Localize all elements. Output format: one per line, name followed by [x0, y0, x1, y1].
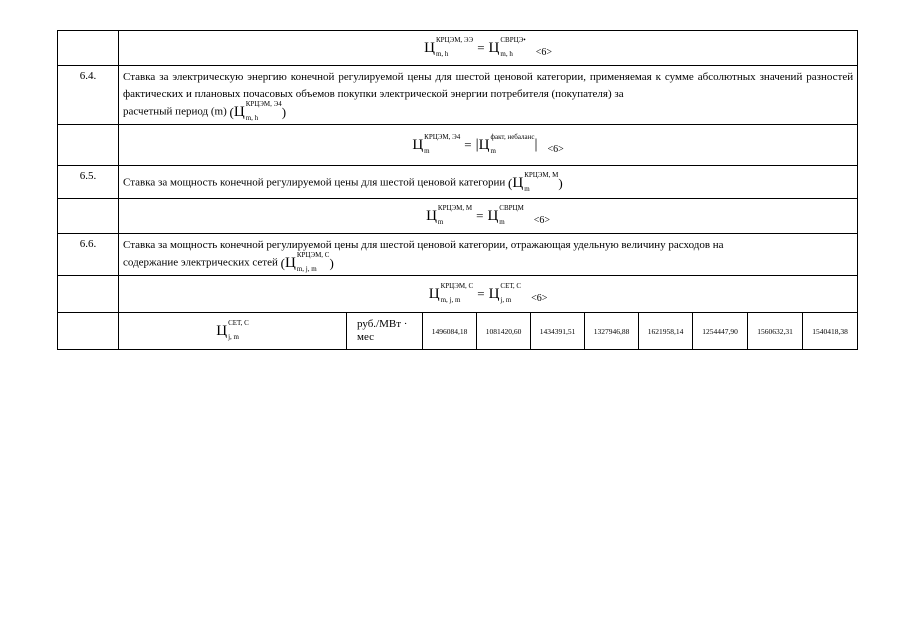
footnote-ref: <6> [533, 214, 551, 226]
formula-row [58, 31, 858, 66]
formula-lhs-sup: КРЦЭМ, Э4 [424, 133, 461, 141]
formula-rhs-sup: СВРЦМ [499, 204, 524, 212]
item-description-text: Ставка за электрическую энергию конечной регулируемой цены для шестой ценовой категории, применяемая к сумме абсолютных значений разностей фактических и плановых почасовых объемов покупки электрической энергии потребителя (покупателя) за [123, 71, 854, 100]
item-description: Ставка за мощность конечной регулируемой цены для шестой ценовой категории (Ц КРЦЭМ, М m ) [119, 166, 858, 199]
formula-lhs-sup: КРЦЭМ, ЭЭ [435, 36, 474, 44]
item-description: Ставка за мощность конечной регулируемой цены для шестой ценовой категории, отражающая удельную величину расходов на содержание электрических сетей (Ц КРЦЭМ, С m, j, m ) [119, 234, 858, 276]
formula-row [58, 125, 858, 166]
formula-rhs-sup: факт, небаланс [490, 133, 535, 141]
item-number: 6.6. [58, 234, 119, 276]
value-cell: 1434391,51 [531, 313, 585, 350]
formula-rhs-symbol: Ц [478, 136, 490, 153]
item-symbol-sub: m, j, m [296, 265, 317, 273]
formula-rhs-symbol: Ц [487, 207, 499, 224]
unit-cell [347, 313, 423, 350]
number-cell [58, 313, 119, 350]
formula-rhs-sup: СВРЦЭ• [500, 36, 526, 44]
item-symbol-sup: КРЦЭМ, М [524, 171, 559, 179]
item-symbol: Ц [512, 174, 524, 191]
formula-equals: = [477, 286, 485, 301]
footnote-ref: <6> [531, 292, 548, 304]
formula-rhs-symbol: Ц [488, 39, 500, 56]
values-symbol: Ц [216, 322, 228, 339]
number-cell [58, 276, 119, 313]
formula-rhs-sub: j, m [500, 296, 512, 304]
unit-text: руб./МВт · [357, 318, 408, 330]
number-cell [58, 31, 119, 66]
value-cell: 1327946,88 [585, 313, 639, 350]
value-cell: 1254447,90 [693, 313, 748, 350]
item-symbol: Ц [233, 103, 245, 120]
value-cell: 1621958,14 [639, 313, 693, 350]
item-symbol-sub: m [524, 185, 530, 193]
formula-lhs-sup: КРЦЭМ, С [440, 282, 474, 290]
unit-text-tail: мес [357, 331, 374, 343]
number-cell [58, 125, 119, 166]
formula-lhs-sub: m, h [435, 50, 449, 58]
formula-lhs-symbol: Ц [424, 39, 435, 56]
formula-cell [119, 276, 858, 313]
formula-rhs-sub: m [499, 218, 505, 226]
formula-lhs-symbol: Ц [426, 207, 437, 224]
footnote-ref: <6> [535, 46, 553, 58]
formula-cell [119, 31, 858, 66]
item-number: 6.5. [58, 166, 119, 199]
formula-rhs-symbol: Ц [488, 285, 500, 302]
value-cell: 1081420,60 [477, 313, 531, 350]
formula-row [58, 276, 858, 313]
formula-lhs-symbol: Ц [412, 136, 424, 153]
item-description: Ставка за электрическую энергию конечной регулируемой цены для шестой ценовой категории, применяемая к сумме абсолютных значений разностей фактических и плановых почасовых объемов покупки электрической энергии потребителя (покупателя) за расчетный период (m) (Ц КРЦЭМ, Э4 m, h ) [119, 66, 858, 125]
formula-cell [119, 199, 858, 234]
formula-lhs-symbol: Ц [428, 285, 440, 302]
number-cell [58, 199, 119, 234]
formula-equals: = [464, 137, 472, 152]
values-symbol-sup: СЕТ, С [228, 319, 249, 328]
formula-equals: = [476, 208, 484, 223]
formula-lhs-sub: m [437, 218, 444, 226]
abs-bar-right: | [534, 136, 538, 153]
item-symbol-sup: КРЦЭМ, С [296, 251, 330, 259]
item-symbol: Ц [284, 254, 296, 271]
item-row [58, 66, 858, 125]
value-cell: 1560632,31 [748, 313, 803, 350]
item-description-text: Ставка за мощность конечной регулируемой цены для шестой ценовой категории, отражающая удельную величину расходов на [123, 239, 724, 251]
value-cell: 1496084,18 [423, 313, 477, 350]
formula-rhs-sup: СЕТ, С [500, 282, 522, 290]
item-row [58, 234, 858, 276]
value-cell: 1540418,38 [803, 313, 858, 350]
formula-equals: = [477, 40, 485, 55]
item-description-tail: содержание электрических сетей [123, 256, 278, 269]
formula-lhs-sub: m [424, 147, 430, 155]
formula-lhs-sup: КРЦЭМ, М [437, 204, 473, 212]
item-symbol-sup: КРЦЭМ, Э4 [245, 100, 282, 108]
values-symbol-sub: j, m [228, 333, 239, 342]
formula-rhs-sub: m, h [500, 50, 513, 58]
item-symbol-sub: m, h [245, 114, 259, 122]
item-row [58, 166, 858, 199]
tariff-table [57, 30, 858, 350]
item-number: 6.4. [58, 66, 119, 125]
values-row [58, 313, 858, 350]
formula-row [58, 199, 858, 234]
item-description-tail: Ставка за мощность конечной регулируемой цены для шестой ценовой категории [123, 176, 506, 189]
formula-lhs-sub: m, j, m [440, 296, 461, 304]
formula-cell [119, 125, 858, 166]
formula-rhs-sub: m [490, 147, 496, 155]
values-symbol-cell [119, 313, 347, 350]
abs-bar-left: | [475, 136, 479, 153]
footnote-ref: <6> [547, 143, 564, 155]
item-description-tail: расчетный период (m) [123, 105, 227, 118]
